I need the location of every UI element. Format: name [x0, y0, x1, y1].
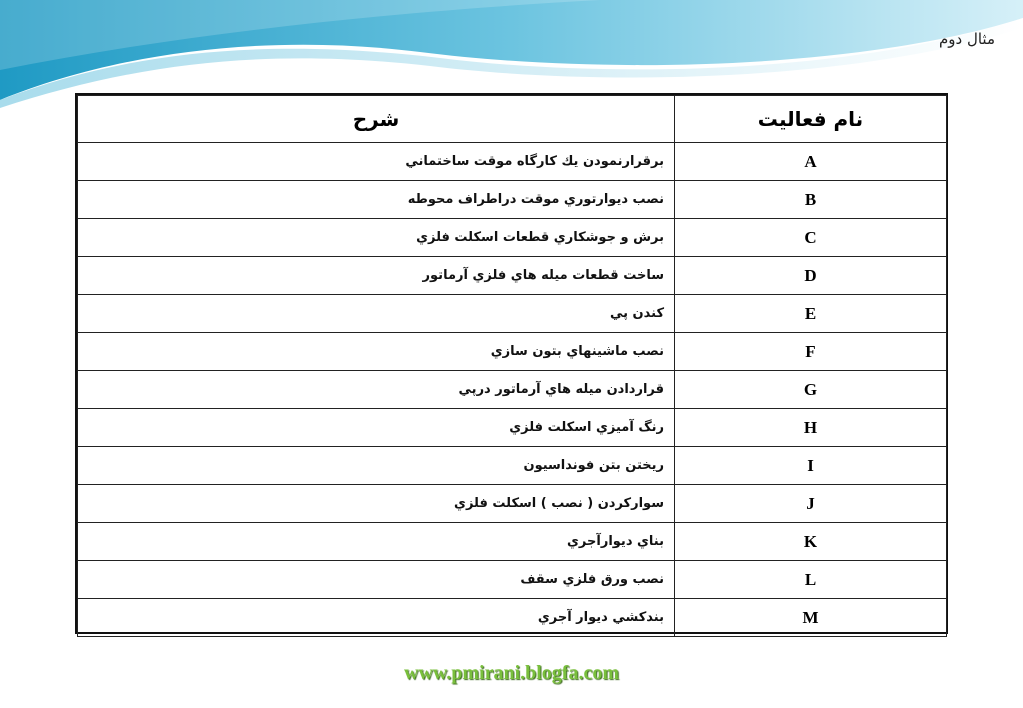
activity-code: J — [675, 485, 947, 523]
table-row — [78, 371, 947, 409]
activity-code: A — [675, 143, 947, 181]
table-row — [78, 447, 947, 485]
activity-description: برقرارنمودن يك كارگاه موقت ساختماني — [78, 143, 675, 181]
activity-code: M — [675, 599, 947, 637]
activity-description: نصب ماشينهاي بتون سازي — [78, 333, 675, 371]
table-row — [78, 409, 947, 447]
table-row — [78, 599, 947, 637]
activity-code: F — [675, 333, 947, 371]
header-description: شرح — [78, 96, 675, 143]
table-row — [78, 561, 947, 599]
activity-description: ريختن بتن فونداسيون — [78, 447, 675, 485]
activity-description: كندن پي — [78, 295, 675, 333]
table-row — [78, 219, 947, 257]
activity-description: بناي ديوارآجري — [78, 523, 675, 561]
table-row — [78, 333, 947, 371]
activity-description: ساخت قطعات ميله هاي فلزي آرماتور — [78, 257, 675, 295]
activity-code: K — [675, 523, 947, 561]
slide-title: مثال دوم — [938, 30, 995, 48]
activity-code: D — [675, 257, 947, 295]
activity-code: I — [675, 447, 947, 485]
header-activity-name: نام فعالیت — [675, 96, 947, 143]
table-row — [78, 181, 947, 219]
activity-description: نصب ورق فلزي سقف — [78, 561, 675, 599]
activity-description: بندكشي ديوار آجري — [78, 599, 675, 637]
activity-description: نصب ديوارتوري موقت دراطراف محوطه — [78, 181, 675, 219]
table-row — [78, 295, 947, 333]
activity-code: G — [675, 371, 947, 409]
table-row — [78, 257, 947, 295]
activity-code: L — [675, 561, 947, 599]
activity-code: B — [675, 181, 947, 219]
table-row — [78, 143, 947, 181]
activity-description: برش و جوشكاري قطعات اسكلت فلزي — [78, 219, 675, 257]
activity-description: قراردادن ميله هاي آرماتور درپي — [78, 371, 675, 409]
footer-website-link[interactable]: www.pmirani.blogfa.com — [404, 662, 619, 684]
activity-code: E — [675, 295, 947, 333]
table-header-row — [78, 96, 947, 143]
activity-code: C — [675, 219, 947, 257]
activity-code: H — [675, 409, 947, 447]
activity-description: سواركردن ( نصب ) اسكلت فلزي — [78, 485, 675, 523]
table-row — [78, 485, 947, 523]
table-row — [78, 523, 947, 561]
activity-table — [77, 95, 947, 637]
activity-description: رنگ آميزي اسكلت فلزي — [78, 409, 675, 447]
